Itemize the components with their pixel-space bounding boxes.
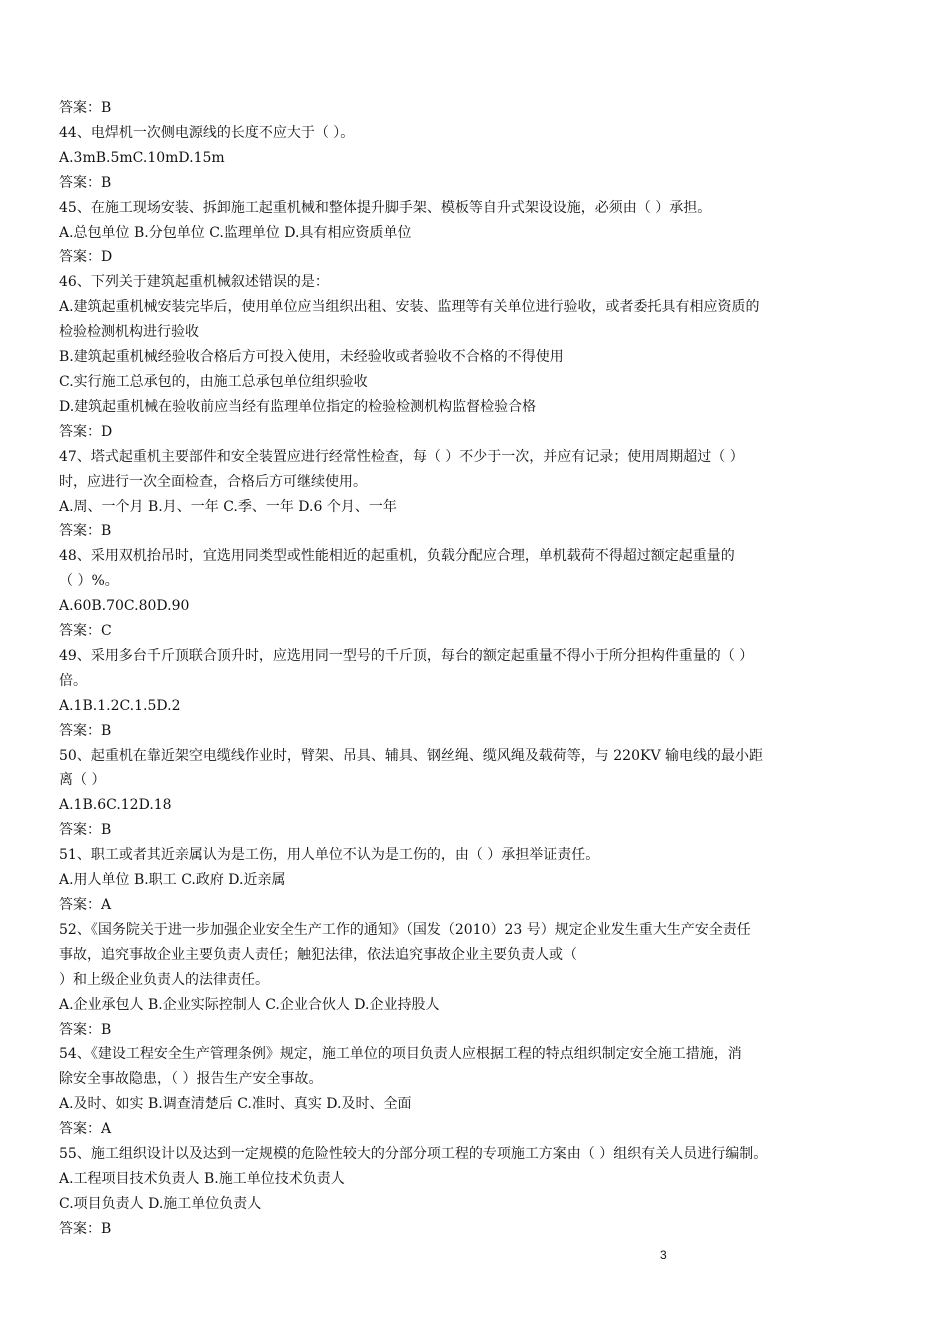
text-line: A.用人单位 B.职工 C.政府 D.近亲属 — [59, 872, 286, 889]
text-line: A.周、一个月 B.月、一年 C.季、一年 D.6 个月、一年 — [59, 498, 397, 515]
answer-line: 答案：B — [59, 100, 112, 116]
answer-line: 答案：B — [59, 174, 112, 191]
text-line: 49、采用多台千斤顶联合顶升时，应选用同一型号的千斤顶，每台的额定起重量不得小于所分担构件重量的（ ） — [59, 647, 754, 664]
answer-line: 答案：B — [59, 722, 112, 739]
text-line: 48、采用双机抬吊时，宜选用同类型或性能相近的起重机，负载分配应合理，单机载荷不得超过额定起重量的 — [59, 548, 735, 565]
text-line: ）和上级企业负责人的法律责任。 — [59, 971, 269, 988]
text-line: 47、塔式起重机主要部件和安全装置应进行经常性检查，每（ ）不少于一次，并应有记录；使用周期超过（ ） — [59, 448, 744, 465]
text-line: 倍。 — [59, 672, 87, 689]
text-line: 事故，追究事故企业主要负责人责任；触犯法律，依法追究事故企业主要负责人或（ — [59, 946, 577, 963]
document-body — [59, 96, 899, 1242]
text-line: C.实行施工总承包的，由施工总承包单位组织验收 — [59, 373, 368, 390]
text-line: A.1B.6C.12D.18 — [59, 797, 172, 814]
answer-line: 答案：D — [59, 423, 113, 440]
answer-line: 答案：D — [59, 249, 113, 266]
text-line: 50、起重机在靠近架空电缆线作业时，臂架、吊具、辅具、钢丝绳、缆风绳及载荷等，与 220KV 输电线的最小距 — [59, 747, 764, 764]
answer-line: 答案：B — [59, 1021, 112, 1038]
text-line: 44、电焊机一次侧电源线的长度不应大于（ ）。 — [59, 124, 355, 141]
text-line: （ ）%。 — [59, 573, 119, 590]
answer-line: 答案：B — [59, 523, 112, 540]
answer-line: 答案：B — [59, 1220, 112, 1237]
text-line: B.建筑起重机械经验收合格后方可投入使用，未经验收或者验收不合格的不得使用 — [59, 349, 564, 366]
text-line: D.建筑起重机械在验收前应当经有监理单位指定的检验检测机构监督检验合格 — [59, 398, 537, 415]
text-line: 52、《国务院关于进一步加强企业安全生产工作的通知》（国发（2010）23 号）规定企业发生重大生产安全责任 — [59, 921, 751, 938]
text-line: A.1B.1.2C.1.5D.2 — [59, 697, 181, 714]
text-line: A.及时、如实 B.调查清楚后 C.准时、真实 D.及时、全面 — [59, 1096, 412, 1113]
text-line: A.3mB.5mC.10mD.15m — [59, 149, 225, 166]
text-line: 51、职工或者其近亲属认为是工伤，用人单位不认为是工伤的，由（ ）承担举证责任。 — [59, 847, 600, 864]
text-line: C.项目负责人 D.施工单位负责人 — [59, 1195, 262, 1212]
answer-line: 答案：B — [59, 822, 112, 839]
text-line: A.60B.70C.80D.90 — [59, 598, 190, 615]
answer-line: 答案：A — [59, 897, 112, 913]
text-line: 45、在施工现场安装、拆卸施工起重机械和整体提升脚手架、模板等自升式架设设施，必须由（ ）承担。 — [59, 199, 712, 216]
text-line: 时，应进行一次全面检查，合格后方可继续使用。 — [59, 473, 367, 490]
text-line: 离（ ） — [59, 772, 106, 789]
text-line: 检验检测机构进行验收 — [59, 324, 199, 341]
page-number: 3 — [660, 1248, 667, 1262]
text-line: A.企业承包人 B.企业实际控制人 C.企业合伙人 D.企业持股人 — [59, 996, 440, 1013]
text-line: 55、施工组织设计以及达到一定规模的危险性较大的分部分项工程的专项施工方案由（ ）组织有关人员进行编制。 — [59, 1146, 768, 1163]
text-line: 54、《建设工程安全生产管理条例》规定，施工单位的项目负责人应根据工程的特点组织制定安全施工措施，消 — [59, 1046, 742, 1063]
answer-line: 答案：A — [59, 1121, 112, 1138]
text-line: A.工程项目技术负责人 B.施工单位技术负责人 — [59, 1170, 345, 1187]
text-line: A.总包单位 B.分包单位 C.监理单位 D.具有相应资质单位 — [59, 224, 412, 241]
text-line: 46、下列关于建筑起重机械叙述错误的是： — [59, 274, 329, 291]
text-line: A.建筑起重机械安装完毕后，使用单位应当组织出租、安装、监理等有关单位进行验收，或者委托具有相应资质的 — [59, 299, 760, 316]
text-line: 除安全事故隐患，（ ）报告生产安全事故。 — [59, 1071, 323, 1088]
answer-line: 答案：C — [59, 623, 112, 640]
